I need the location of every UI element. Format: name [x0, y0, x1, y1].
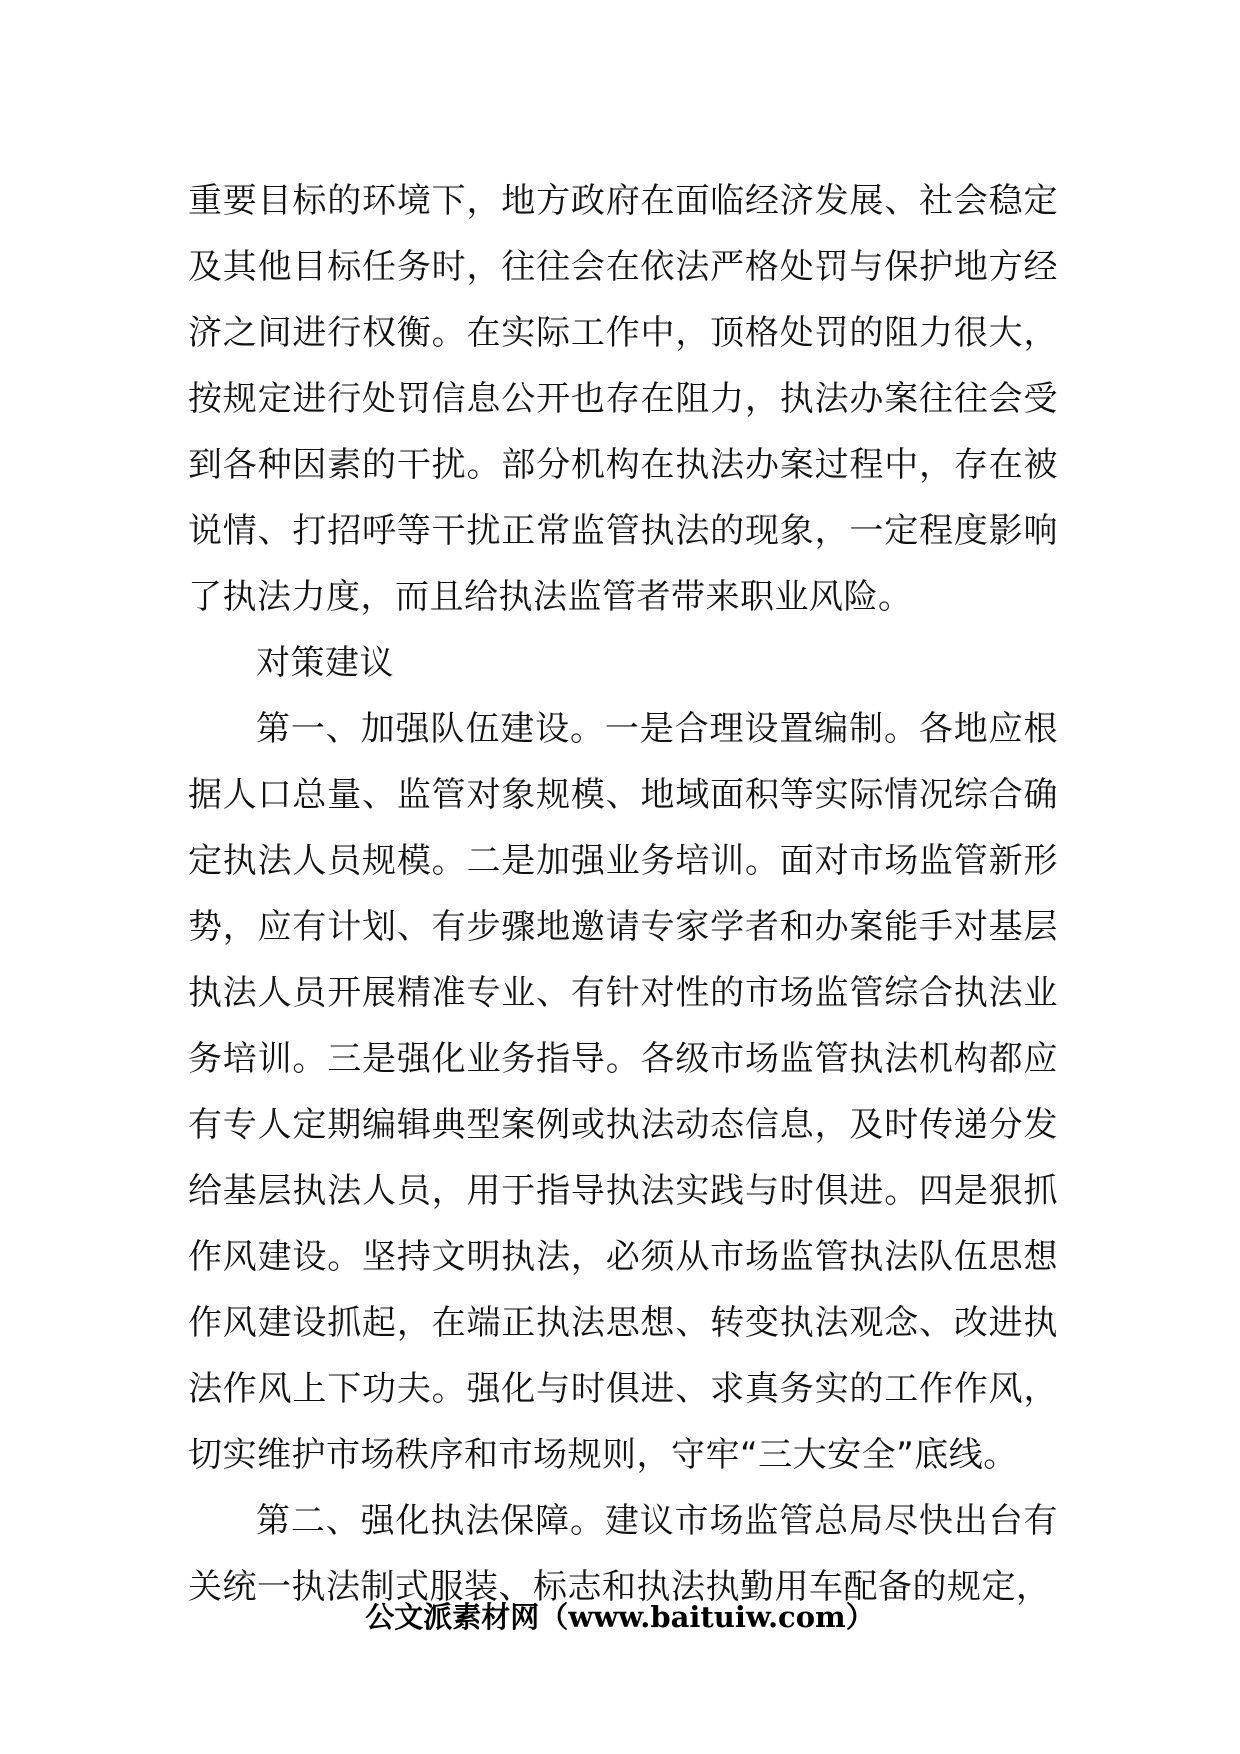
document-body: [188, 168, 1058, 1620]
footer-watermark: 公文派素材网（www.baituiw.com）: [365, 1600, 875, 1634]
paragraph-team-building: 第一、加强队伍建设。一是合理设置编制。各地应根据人口总量、监管对象规模、地域面积等实际情况综合确定执法人员规模。二是加强业务培训。面对市场监管新形势，应有计划、有步骤地邀请专家学者和办案能手对基层执法人员开展精准专业、有针对性的市场监管综合执法业务培训。三是强化业务指导。各级市场监管执法机构都应有专人定期编辑典型案例或执法动态信息，及时传递分发给基层执法人员，用于指导执法实践与时俱进。四是狠抓作风建设。坚持文明执法，必须从市场监管执法队伍思想作风建设抓起，在端正执法思想、转变执法观念、改进执法作风上下功夫。强化与时俱进、求真务实的工作作风，切实维护市场秩序和市场规则，守牢“三大安全”底线。: [188, 709, 1058, 1475]
section-heading: 对策建议: [256, 643, 394, 683]
paragraph-enforcement-support: 第二、强化执法保障。建议市场监管总局尽快出台有关统一执法制式服装、标志和执法执勤用车配备的规定，: [188, 1501, 1058, 1607]
paragraph-continuation: 重要目标的环境下，地方政府在面临经济发展、社会稳定及其他目标任务时，往往会在依法严格处罚与保护地方经济之间进行权衡。在实际工作中，顶格处罚的阻力很大，按规定进行处罚信息公开也存在阻力，执法办案往往会受到各种因素的干扰。部分机构在执法办案过程中，存在被说情、打招呼等干扰正常监管执法的现象，一定程度影响了执法力度，而且给执法监管者带来职业风险。: [188, 181, 1058, 617]
